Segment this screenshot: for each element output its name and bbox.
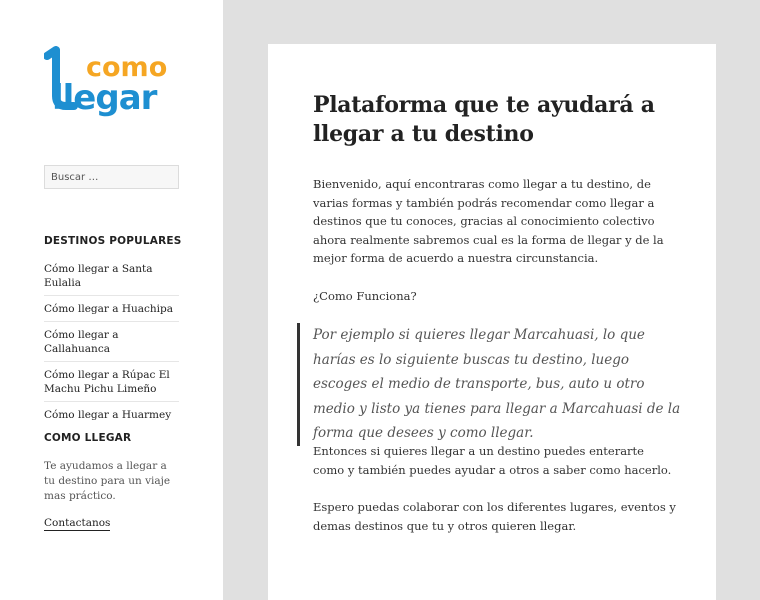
about-title: COMO LLEGAR — [44, 432, 132, 444]
destino-link-callahuanca[interactable]: Cómo llegar a Callahuanca — [44, 329, 119, 355]
destino-link-huachipa[interactable]: Cómo llegar a Huachipa — [44, 303, 173, 315]
destinos-list — [44, 256, 179, 427]
destinos-title: DESTINOS POPULARES — [44, 235, 182, 247]
paragraph-enterarte: Entonces si quieres llegar a un destino puedes enterarte como y también puedes ayudar a otros a saber como hacerlo. — [313, 444, 672, 477]
logo-graphic — [44, 46, 180, 118]
paragraph-colaborar: Espero puedas colaborar con los diferentes lugares, eventos y demas destinos que tu y otros quieren llegar. — [313, 500, 676, 533]
list-item — [44, 361, 179, 401]
search-input[interactable] — [44, 165, 179, 189]
sidebar — [0, 0, 223, 600]
page-title: Plataforma que te ayudará a llegar a tu destino — [313, 92, 655, 147]
list-item — [44, 401, 179, 427]
list-item — [44, 256, 179, 295]
contact-link[interactable]: Contactanos — [44, 517, 111, 529]
how-it-works-heading: ¿Como Funciona? — [313, 289, 417, 303]
site-logo[interactable] — [44, 46, 180, 118]
quote-text: Por ejemplo si quieres llegar Marcahuasi, lo que harías es lo siguiente buscas tu destino, luego escoges el medio de transporte, bus, auto u otro medio y listo ya tienes para llegar a Marcahuasi de la forma que desees y como llegar. — [313, 327, 681, 441]
logo-text-top: como — [86, 52, 168, 83]
list-item — [44, 321, 179, 361]
main-article — [268, 44, 716, 600]
destino-link-santa-eulalia[interactable]: Cómo llegar a Santa Eulalia — [44, 263, 153, 289]
list-item — [44, 295, 179, 321]
example-quote — [297, 323, 687, 446]
intro-paragraph: Bienvenido, aquí encontraras como llegar a tu destino, de varias formas y también podrás recomendar como llegar a destinos que tu conoces, gracias al conocimiento colectivo ahora realmente sabremos cual es la forma de llegar y de la mejor forma de acuerdo a nuestra circunstancia. — [313, 177, 664, 265]
destino-link-huarmey[interactable]: Cómo llegar a Huarmey — [44, 409, 172, 421]
about-text: Te ayudamos a llegar a tu destino para un viaje mas práctico. — [44, 460, 171, 502]
destino-link-rupac[interactable]: Cómo llegar a Rúpac El Machu Pichu Limeño — [44, 369, 170, 395]
logo-text-bottom: llegar — [52, 78, 157, 118]
